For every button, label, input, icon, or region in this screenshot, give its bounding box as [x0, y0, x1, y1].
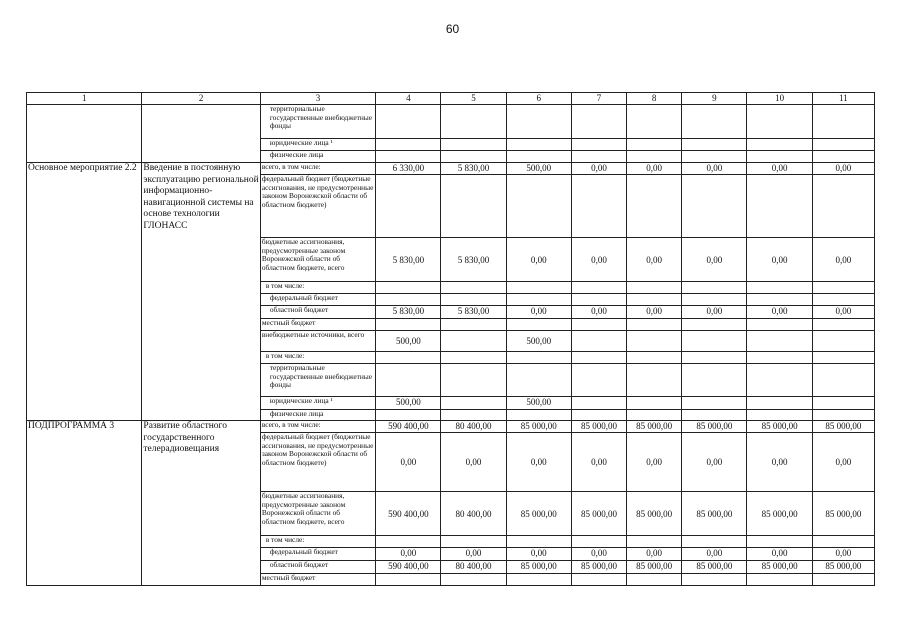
- value-cell: 0,00: [627, 306, 682, 319]
- funding-source-label: внебюджетные источники, всего: [260, 331, 375, 352]
- value-cell: 0,00: [376, 548, 441, 561]
- value-cell: 85 000,00: [571, 492, 626, 536]
- measure-description: Введение в постоянную эксплуатацию региональной информационно-навигационной системы на основе технологии ГЛОНАСС: [142, 163, 260, 421]
- column-number: 10: [747, 93, 812, 105]
- funding-source-label: всего, в том числе:: [260, 421, 375, 433]
- value-cell: 0,00: [506, 433, 571, 492]
- value-cell: [627, 536, 682, 548]
- funding-source-label: бюджетные ассигнования, предусмотренные законом Воронежской области об областном бюджете, всего: [260, 492, 375, 536]
- value-cell: [747, 139, 812, 151]
- value-cell: [627, 139, 682, 151]
- value-cell: 590 400,00: [376, 561, 441, 574]
- funding-source-label: областной бюджет: [260, 561, 375, 574]
- value-cell: [571, 151, 626, 163]
- value-cell: [506, 319, 571, 331]
- value-cell: [441, 319, 506, 331]
- column-number-row: [27, 93, 875, 105]
- value-cell: [627, 151, 682, 163]
- value-cell: 85 000,00: [506, 561, 571, 574]
- value-cell: [682, 574, 747, 586]
- value-cell: [682, 319, 747, 331]
- funding-source-label: федеральный бюджет (бюджетные ассигнования, не предусмотренные законом Воронежской области об областном бюджете): [260, 433, 375, 492]
- value-cell: 0,00: [571, 306, 626, 319]
- value-cell: 85 000,00: [571, 561, 626, 574]
- value-cell: [441, 352, 506, 364]
- value-cell: [506, 139, 571, 151]
- value-cell: 0,00: [747, 306, 812, 319]
- value-cell: [747, 536, 812, 548]
- value-cell: 0,00: [627, 238, 682, 282]
- value-cell: 0,00: [506, 306, 571, 319]
- funding-source-label: физические лица: [260, 410, 375, 421]
- value-cell: [627, 282, 682, 294]
- column-number: 5: [441, 93, 506, 105]
- value-cell: [506, 352, 571, 364]
- funding-source-label: всего, в том числе:: [260, 163, 375, 175]
- value-cell: 0,00: [747, 163, 812, 175]
- funding-source-label: областной бюджет: [260, 306, 375, 319]
- value-cell: 0,00: [571, 433, 626, 492]
- value-cell: [376, 352, 441, 364]
- value-cell: 0,00: [812, 238, 874, 282]
- value-cell: [376, 364, 441, 397]
- column-number: 4: [376, 93, 441, 105]
- value-cell: 0,00: [747, 433, 812, 492]
- value-cell: [747, 331, 812, 352]
- value-cell: [627, 410, 682, 421]
- value-cell: 500,00: [506, 331, 571, 352]
- value-cell: [812, 397, 874, 410]
- funding-source-label: бюджетные ассигнования, предусмотренные законом Воронежской области об областном бюджете, всего: [260, 238, 375, 282]
- value-cell: 5 830,00: [441, 306, 506, 319]
- value-cell: 0,00: [506, 238, 571, 282]
- value-cell: 85 000,00: [571, 421, 626, 433]
- value-cell: 0,00: [747, 238, 812, 282]
- value-cell: 0,00: [627, 433, 682, 492]
- column-number: 3: [260, 93, 375, 105]
- column-number: 1: [27, 93, 142, 105]
- value-cell: [627, 319, 682, 331]
- value-cell: [682, 151, 747, 163]
- value-cell: 0,00: [682, 433, 747, 492]
- value-cell: [812, 175, 874, 238]
- value-cell: [571, 410, 626, 421]
- value-cell: 0,00: [441, 548, 506, 561]
- value-cell: 0,00: [812, 548, 874, 561]
- value-cell: [441, 151, 506, 163]
- value-cell: [627, 331, 682, 352]
- table-row: [27, 105, 875, 139]
- value-cell: [571, 574, 626, 586]
- value-cell: 85 000,00: [812, 421, 874, 433]
- continued-col2-cell: [142, 105, 260, 163]
- value-cell: [682, 536, 747, 548]
- value-cell: 0,00: [812, 306, 874, 319]
- funding-source-label: местный бюджет: [260, 574, 375, 586]
- value-cell: 85 000,00: [627, 492, 682, 536]
- value-cell: [747, 574, 812, 586]
- value-cell: [441, 536, 506, 548]
- value-cell: [627, 574, 682, 586]
- value-cell: [571, 139, 626, 151]
- value-cell: [376, 139, 441, 151]
- value-cell: [682, 105, 747, 139]
- value-cell: [812, 105, 874, 139]
- value-cell: [506, 282, 571, 294]
- value-cell: [682, 175, 747, 238]
- value-cell: [506, 105, 571, 139]
- value-cell: [571, 294, 626, 306]
- value-cell: 85 000,00: [682, 561, 747, 574]
- funding-source-label: федеральный бюджет (бюджетные ассигнования, не предусмотренные законом Воронежской области об областном бюджете): [260, 175, 375, 238]
- value-cell: [506, 536, 571, 548]
- funding-source-label: территориальные государственные внебюджетные фонды: [260, 364, 375, 397]
- value-cell: 85 000,00: [812, 561, 874, 574]
- value-cell: 5 830,00: [441, 238, 506, 282]
- value-cell: [571, 352, 626, 364]
- value-cell: [376, 151, 441, 163]
- value-cell: [441, 331, 506, 352]
- funding-source-label: федеральный бюджет: [260, 294, 375, 306]
- table-row: [27, 421, 875, 433]
- value-cell: 80 400,00: [441, 492, 506, 536]
- value-cell: 0,00: [627, 548, 682, 561]
- value-cell: 0,00: [571, 163, 626, 175]
- funding-source-label: федеральный бюджет: [260, 548, 375, 561]
- value-cell: 0,00: [571, 238, 626, 282]
- value-cell: [747, 319, 812, 331]
- value-cell: 500,00: [376, 397, 441, 410]
- value-cell: [376, 294, 441, 306]
- column-number: 6: [506, 93, 571, 105]
- funding-source-label: юридические лица ¹: [260, 397, 375, 410]
- value-cell: 500,00: [376, 331, 441, 352]
- measure-name: Основное мероприятие 2.2: [27, 163, 142, 421]
- continued-col1-cell: [27, 105, 142, 163]
- value-cell: 85 000,00: [747, 492, 812, 536]
- value-cell: [682, 294, 747, 306]
- value-cell: [506, 364, 571, 397]
- value-cell: [441, 175, 506, 238]
- value-cell: [812, 139, 874, 151]
- value-cell: 5 830,00: [376, 306, 441, 319]
- value-cell: [376, 319, 441, 331]
- value-cell: [376, 574, 441, 586]
- value-cell: 5 830,00: [441, 163, 506, 175]
- value-cell: 0,00: [682, 163, 747, 175]
- value-cell: [571, 105, 626, 139]
- value-cell: [571, 319, 626, 331]
- funding-source-label: физические лица: [260, 151, 375, 163]
- value-cell: [812, 410, 874, 421]
- value-cell: [627, 105, 682, 139]
- funding-source-label: территориальные государственные внебюджетные фонды: [260, 105, 375, 139]
- value-cell: [747, 151, 812, 163]
- value-cell: [571, 282, 626, 294]
- value-cell: [627, 364, 682, 397]
- value-cell: 0,00: [682, 238, 747, 282]
- value-cell: [812, 319, 874, 331]
- value-cell: [747, 282, 812, 294]
- value-cell: 5 830,00: [376, 238, 441, 282]
- value-cell: 500,00: [506, 163, 571, 175]
- value-cell: 590 400,00: [376, 421, 441, 433]
- value-cell: 590 400,00: [376, 492, 441, 536]
- value-cell: 500,00: [506, 397, 571, 410]
- value-cell: [506, 175, 571, 238]
- value-cell: [812, 331, 874, 352]
- value-cell: 0,00: [812, 163, 874, 175]
- value-cell: [627, 294, 682, 306]
- value-cell: [376, 105, 441, 139]
- value-cell: [682, 352, 747, 364]
- value-cell: [747, 175, 812, 238]
- value-cell: [682, 139, 747, 151]
- value-cell: [682, 282, 747, 294]
- value-cell: 0,00: [376, 433, 441, 492]
- funding-source-label: юридические лица ¹: [260, 139, 375, 151]
- column-number: 8: [627, 93, 682, 105]
- value-cell: [506, 151, 571, 163]
- value-cell: [627, 175, 682, 238]
- value-cell: [747, 397, 812, 410]
- measure-name: ПОДПРОГРАММА 3: [27, 421, 142, 586]
- value-cell: [441, 105, 506, 139]
- value-cell: [812, 282, 874, 294]
- value-cell: [376, 410, 441, 421]
- value-cell: [682, 397, 747, 410]
- column-number: 11: [812, 93, 874, 105]
- value-cell: [376, 536, 441, 548]
- funding-source-label: в том числе:: [260, 282, 375, 294]
- value-cell: [812, 352, 874, 364]
- value-cell: [627, 352, 682, 364]
- value-cell: 85 000,00: [506, 492, 571, 536]
- budget-table: [26, 92, 875, 586]
- value-cell: [506, 294, 571, 306]
- value-cell: 0,00: [571, 548, 626, 561]
- value-cell: [812, 294, 874, 306]
- value-cell: 0,00: [506, 548, 571, 561]
- value-cell: 0,00: [441, 433, 506, 492]
- value-cell: [571, 536, 626, 548]
- value-cell: [441, 410, 506, 421]
- value-cell: [571, 364, 626, 397]
- value-cell: 0,00: [812, 433, 874, 492]
- value-cell: 85 000,00: [747, 421, 812, 433]
- measure-description: Развитие областного государственного телерадиовещания: [142, 421, 260, 586]
- value-cell: [682, 410, 747, 421]
- value-cell: [747, 364, 812, 397]
- value-cell: [376, 175, 441, 238]
- value-cell: [441, 397, 506, 410]
- value-cell: [441, 574, 506, 586]
- funding-source-label: местный бюджет: [260, 319, 375, 331]
- value-cell: [812, 364, 874, 397]
- value-cell: 85 000,00: [812, 492, 874, 536]
- value-cell: [812, 574, 874, 586]
- page-number: 60: [445, 22, 460, 36]
- value-cell: 0,00: [682, 306, 747, 319]
- value-cell: 6 330,00: [376, 163, 441, 175]
- value-cell: 85 000,00: [627, 421, 682, 433]
- value-cell: [747, 410, 812, 421]
- value-cell: [571, 331, 626, 352]
- value-cell: [506, 574, 571, 586]
- value-cell: [376, 282, 441, 294]
- value-cell: 85 000,00: [747, 561, 812, 574]
- value-cell: [812, 151, 874, 163]
- table-row: [27, 163, 875, 175]
- value-cell: [441, 282, 506, 294]
- value-cell: [747, 352, 812, 364]
- value-cell: 85 000,00: [682, 421, 747, 433]
- value-cell: 85 000,00: [506, 421, 571, 433]
- value-cell: 85 000,00: [682, 492, 747, 536]
- value-cell: 0,00: [682, 548, 747, 561]
- value-cell: [627, 397, 682, 410]
- value-cell: [571, 397, 626, 410]
- funding-source-label: в том числе:: [260, 536, 375, 548]
- column-number: 9: [682, 93, 747, 105]
- column-number: 2: [142, 93, 260, 105]
- funding-source-label: в том числе:: [260, 352, 375, 364]
- value-cell: [441, 139, 506, 151]
- value-cell: 80 400,00: [441, 561, 506, 574]
- value-cell: 0,00: [627, 163, 682, 175]
- value-cell: [506, 410, 571, 421]
- value-cell: 85 000,00: [627, 561, 682, 574]
- value-cell: [812, 536, 874, 548]
- value-cell: [747, 105, 812, 139]
- column-number: 7: [571, 93, 626, 105]
- value-cell: [682, 331, 747, 352]
- value-cell: [747, 294, 812, 306]
- value-cell: [682, 364, 747, 397]
- value-cell: [441, 294, 506, 306]
- value-cell: 0,00: [747, 548, 812, 561]
- value-cell: [571, 175, 626, 238]
- value-cell: 80 400,00: [441, 421, 506, 433]
- value-cell: [441, 364, 506, 397]
